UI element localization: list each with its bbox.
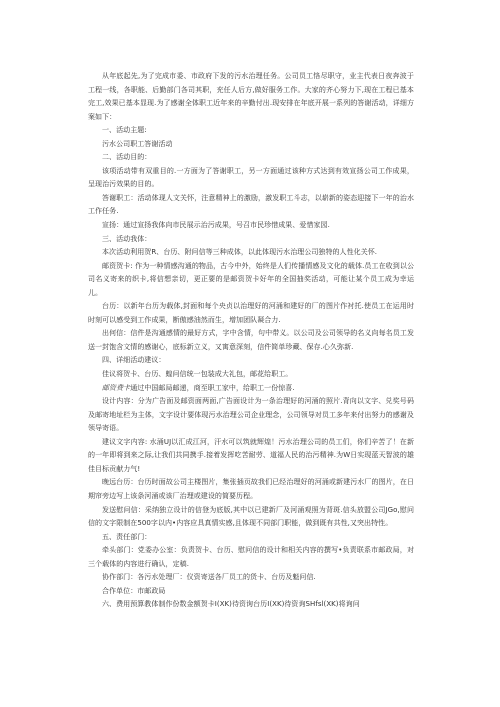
section-2-heading: 二、活动目的： bbox=[102, 153, 152, 162]
section-6-heading: 六、费用预算教体制作份数金额贺卡I(XK)待资询台历I(XK)待资询SHfsl(XK)将询问 bbox=[102, 600, 360, 609]
section-5-paragraph: 协作部门：各污水处理厂：仪资寄送各厂员工的货卡、台历及魁问信. bbox=[102, 573, 316, 582]
section-5-heading: 五、责任部门： bbox=[102, 532, 152, 541]
section-4-paragraph-text: 通过中国邮局邮递，商至职工家中，给职工一份惊喜. bbox=[130, 383, 295, 392]
intro-paragraph: 从年底起先,为了完成市委、市政府下发的污水治理任务。公司员工恪尽职守，业主代表日夜奔波于工程一线，各职能、后勤部门各司其职，充任人后方,做好服务工作。大家的齐心努力下,现在工程已基本完工,效果已基本显现.为了感谢全体职工近年来的辛勤付出.现安排在年底开展一系列的答谢活动，详细方案如下： bbox=[88, 72, 414, 121]
section-2-paragraph: 答谢职工：活动体现人文关怀，注意精神上的激励，激发职工斗志，以崭新的姿态迎接下一年的治水工作任务. bbox=[88, 193, 414, 216]
section-5-paragraph: 牵头部门：党委办公室：负责贺卡、台历、慰问信的设计和相关内容的撰写•负责联系市邮政局，对三个载体的内容进行确认，定稿. bbox=[88, 546, 414, 568]
section-4-paragraph bbox=[88, 382, 414, 396]
section-3-paragraph: 邮资贺卡: 作为一种情感沟通的物品，古今中外，始终是人们传播情感及文化的载体.员工在收到以公司名义寄来的织卡,将信想亲切，更正要的是邮资贺卡好年的全国抽奖活动，可能让某个员工成为幸运儿。 bbox=[88, 261, 414, 297]
section-1-text: 污水公司职工答谢活动 bbox=[102, 139, 173, 148]
section-4-heading: 四、详细活动建议： bbox=[102, 356, 166, 365]
section-5-paragraph: 合作单位：市邮政局 bbox=[102, 586, 166, 595]
section-4-paragraph: 晚远台历：台历时面故公司主楼图片，集张插页故我们已经治理好的河涌或新建污水厂的图片，在日期帘旁边写上该条河涌或该厂治理或建设的简要历程。 bbox=[88, 478, 414, 500]
section-4-paragraph: 佳议将贺卡、台历、蝗问信统一包装成大礼包，邮花给职工。 bbox=[102, 370, 293, 379]
section-3-paragraph: 出何信：信件是沟通感情的最好方式，字中含情，句中带义。以公司及公司领导的名义向每名员工发送一封饱含文情的感谢心，底标新立义，又寓意深刻，信件简单珍藏、保存.心久弥新. bbox=[88, 329, 414, 351]
section-4-paragraph: 发送慰问信：采纳独立设计的信登为底版,其中以已建新厂及河涌观照为背斑.信头放盟公司JGo,慰问信的文字限制在500字以内•内容应具真情实感,且体现不同部门职能，做到既有共性,又突出特性。 bbox=[88, 505, 414, 528]
italic-term: 邮资费卡 bbox=[102, 383, 131, 392]
document-body bbox=[88, 70, 414, 612]
section-2-paragraph: 该项活动带有双重目的.一方面为了答谢职工，另一方面通过该种方式达到有效宣扬公司工作成果，呈现治污效果的目的。 bbox=[88, 166, 414, 189]
section-3-paragraph: 本次活动利用贺R、台历、附问信等三种成体，以此体现污水治理公司独特的人性化关怀. bbox=[102, 248, 378, 257]
section-4-paragraph: 设计内容：分为广告面及邮资面两面,广告面设计为一条治理好的河涌的照片.背向以文字、兑奖号码及邮寄地址栏为主体，文字设计要体现污水治理公司企业理念，公司领导对员工多年来付出努力的感谢及领导寄语。 bbox=[88, 397, 414, 433]
section-2-paragraph: 宣扬：通过宣扬我体向市民展示治污成果，号召市民珍惜成果、爱惜家园. bbox=[102, 221, 330, 230]
section-4-paragraph: 建议文字内容: 水涌UJ以汇成江河，汗水可以筑就辉煌！污水治理公司的员工们，你们辛苦了！在新的一年即将到来之际,让我们共同携手.接着发挥吃苦耐劳、道福人民的治污精神.为W日实现蓝天智波的雄佳目标贡献力气! bbox=[88, 437, 414, 473]
section-1-heading: 一、活动主题: bbox=[102, 126, 147, 135]
section-3-heading: 三、活动我体： bbox=[102, 234, 152, 243]
section-3-paragraph: 台历：以新年台历为载体,封面和每个央贞以治理好的河涌和建好的厂的图片作衬托.使员工在运用时时刻可以感受到工作成果，断傲感油然而生，增加团队凝合力. bbox=[88, 302, 414, 324]
